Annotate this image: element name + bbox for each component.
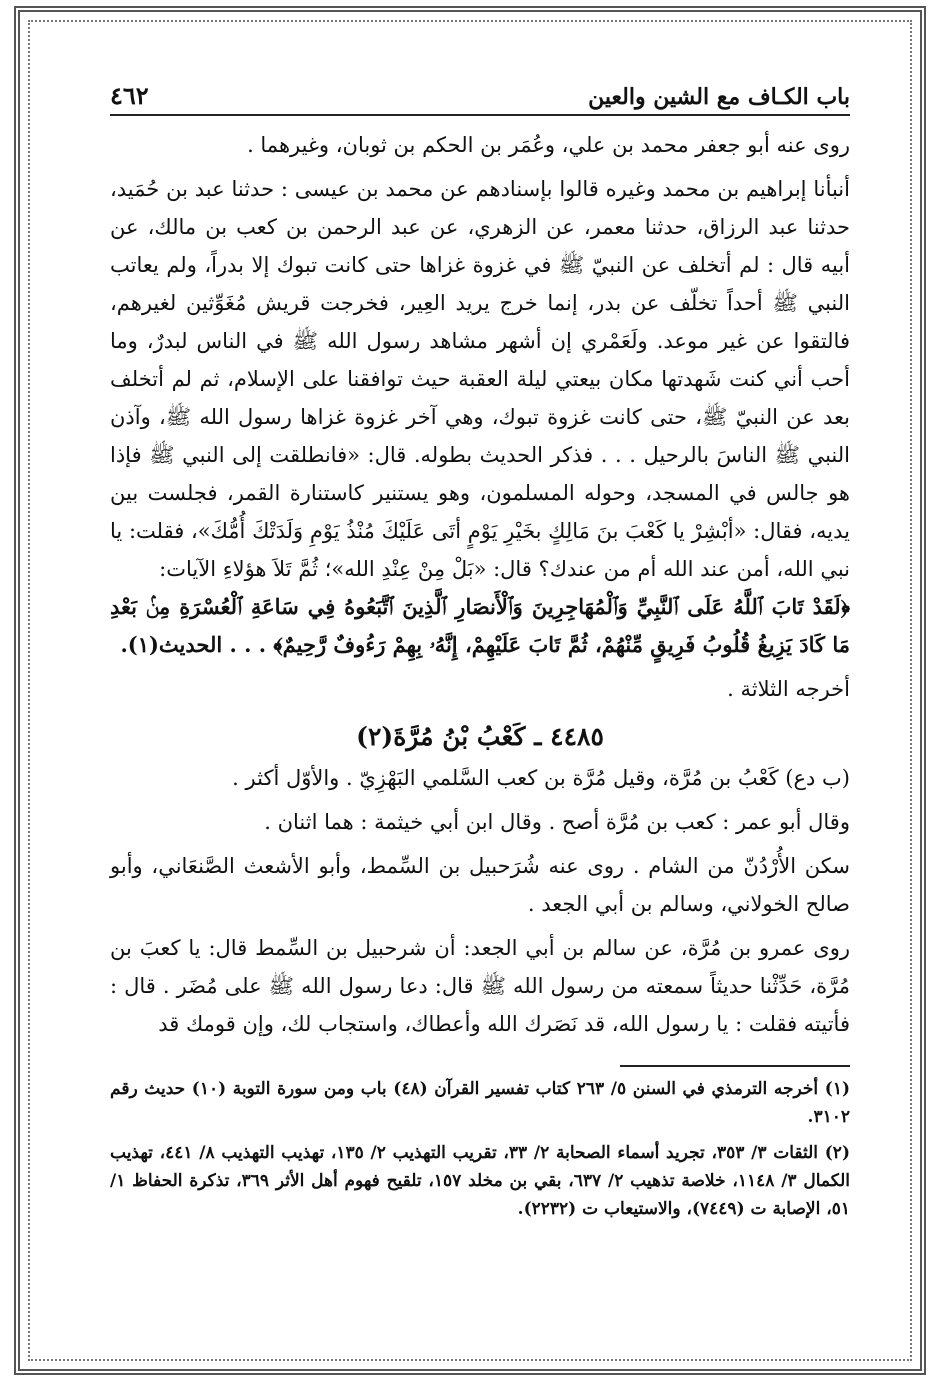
footnote: (٢) الثقات ٣/ ٣٥٣، تجريد أسماء الصحابة ٢/ ٣٣، تقريب التهذيب ٢/ ١٣٥، تهذيب التهذيب ٨/ ٤٤١، تهذيب الكمال ٣/ ١١٤٨، خلاصة تذهيب ٢/ ٦٣٧، بقي بن مخلد ١٥٧، تلقيح فهوم أهل الأثر ٣٦٩، تذكرة الحفاظ ١/ ٥١، الإصابة ت (٧٤٤٩)، والاستيعاب ت (٢٢٣٢). <box>110 1143 851 1219</box>
page-content <box>110 76 850 1231</box>
paragraph: روى عمرو بن مُرَّة، عن سالم بن أبي الجعد: أن شرحبيل بن السِّمط قال: يا كعبَ بن مُرَّة، حَدِّثْنا حديثاً سمعته من رسول الله ﷺ قال: دعا رسول الله ﷺ على مُضَر . قال : فأتيته فقلت : يا رسول الله، قد نَصَرك الله وأعطاك، واستجاب لك، وإن قومك قد <box>110 936 850 1036</box>
entry-title: ٤٤٨٥ ـ كَعْبُ بْنُ مُرَّةَ(٢) <box>356 722 604 751</box>
footnote: (١) أخرجه الترمذي في السنن ٥/ ٢٦٣ كتاب تفسير القرآن (٤٨) باب ومن سورة التوبة (١٠) حديث رقم ٣١٠٢. <box>110 1079 850 1127</box>
paragraph: أنبأنا إبراهيم بن محمد وغيره قالوا بإسنادهم عن محمد بن عيسى : حدثنا عبد بن حُمَيد، حدثنا عبد الرزاق، حدثنا معمر، عن الزهري، عن عبد الرحمن بن كعب بن مالك، عن أبيه قال : لم أتخلف عن النبيّ ﷺ في غزوة غزاها حتى كانت تبوك إلا بدراً، ولم يعاتب النبي ﷺ أحداً تخلّف عن بدر، إنما خرج يريد العِير، فخرجت قريش مُغَوِّثين لغيرهم، فالتقوا عن غير موعد. ولَعَمْري إن أشهر مشاهد رسول الله ﷺ في الناس لبدرٌ، وما أحب أني كنت شَهدتها مكان بيعتي ليلة العقبة حيث توافقنا على الإسلام، ثم لم أتخلف بعد عن النبيّ ﷺ، حتى كانت غزوة تبوك، وهي آخر غزوة غزاها رسول الله ﷺ، وآذن النبي ﷺ الناسَ بالرحيل . . . فذكر الحديث بطوله. قال: «فانطلقت إلى النبي ﷺ فإذا هو جالس في المسجد، وحوله المسلمون، وهو يستنير كاستنارة القمر، فجلست بين يديه، فقال: «أبْشِرْ يا كَعْبَ بنَ مَالِكٍ بخَيْرِ يَوْمٍ أتَى عَلَيْكَ مُنْذُ يَوْمِ وَلَدَتْكَ أُمُّكَ»، فقلت: يا نبي الله، أمن عند الله أم من عندك؟ قال: «بَلْ مِنْ عِنْدِ الله»؛ ثُمَّ تَلاَ هؤلاءِ الآيات: <box>110 177 850 581</box>
paragraph: وقال أبو عمر : كعب بن مُرَّة أصح . وقال ابن أبي خيثمة : هما اثنان . <box>264 810 850 834</box>
quran-verse: ﴿لَقَدْ تَابَ ٱللَّهُ عَلَى ٱلنَّبِيِّ وَٱلْمُهَاجِرِينَ وَٱلْأَنصَارِ ٱلَّذِينَ ٱتَّبَعُوهُ فِي سَاعَةِ ٱلْعُسْرَةِ مِنۢ بَعْدِ مَا كَادَ يَزِيغُ قُلُوبُ فَرِيقٍ مِّنْهُمْ، ثُمَّ تَابَ عَلَيْهِمْ، إِنَّهُۥ بِهِمْ رَءُوفٌ رَّحِيمٌ﴾ . . . الحديث(١). <box>110 594 850 657</box>
page-header <box>110 76 850 116</box>
running-title: باب الكـاف مع الشين والعين <box>588 84 850 110</box>
page-number: ٤٦٢ <box>110 81 149 110</box>
paragraph: أخرجه الثلاثة . <box>727 677 850 701</box>
paragraph: روى عنه أبو جعفر محمد بن علي، وعُمَر بن الحكم بن ثوبان، وغيرهما . <box>247 133 850 157</box>
paragraph: سكن الأُرْدُنّ من الشام . روى عنه شُرَحبيل بن السِّمط، وأبو الأشعث الصَّنعَاني، وأبو صالح الخولاني، وسالم بن أبي الجعد . <box>110 854 850 916</box>
paragraph: (ب دع) كَعْبُ بن مُرَّة، وقيل مُرَّة بن كعب السَّلمي البَهْزِيّ . والأوّل أكثر . <box>232 766 850 790</box>
footnote-divider <box>620 1065 850 1067</box>
